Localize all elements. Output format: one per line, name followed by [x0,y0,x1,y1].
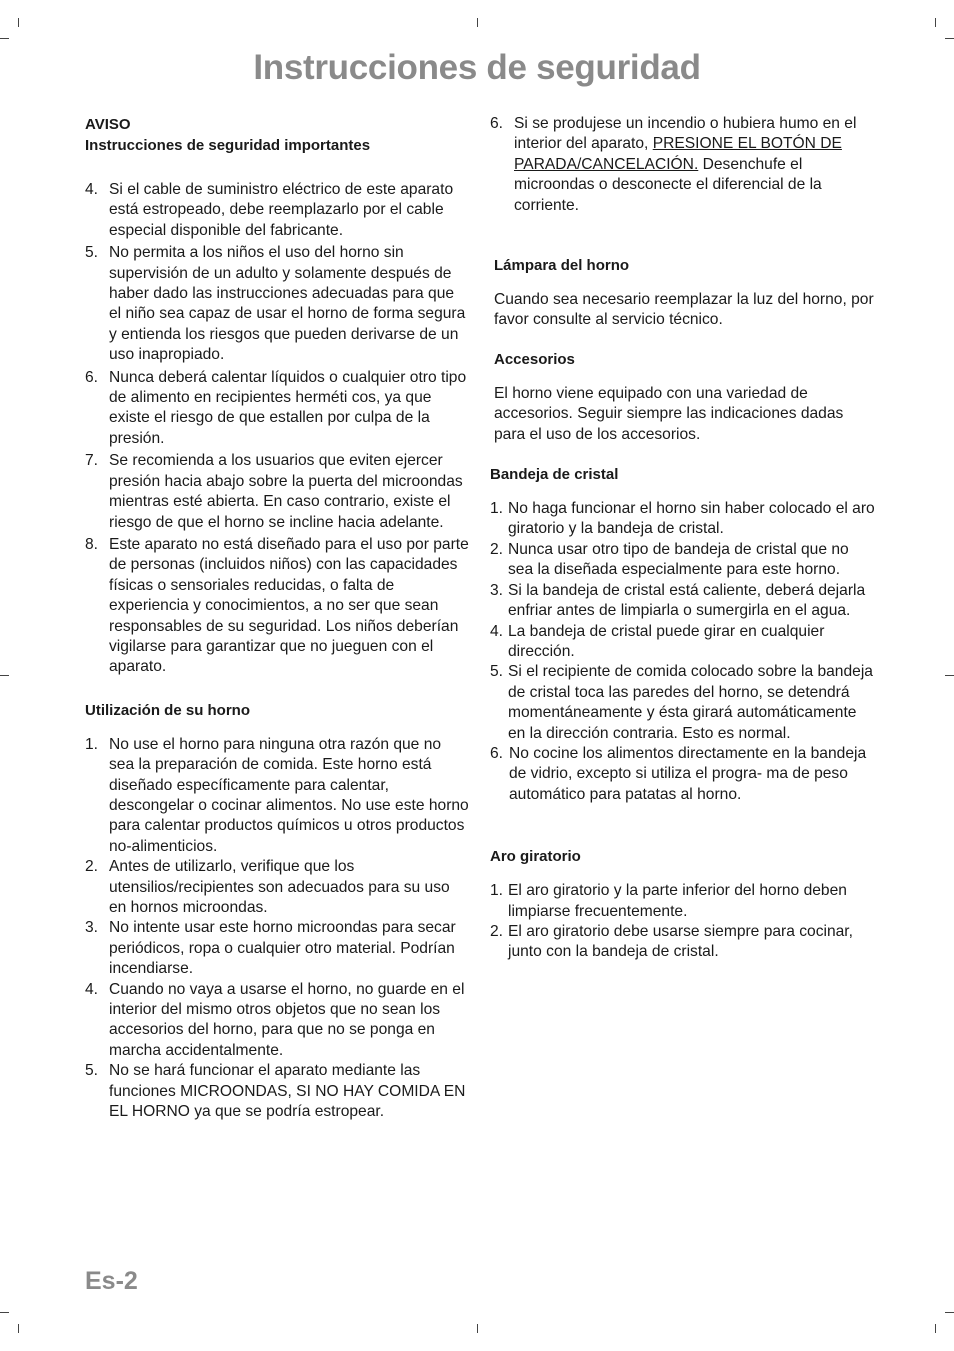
item-number: 6. [490,115,504,132]
item-text: Cuando no vaya a usarse el horno, no guarde en el interior del mismo otros objetos que no sean los accesorios del horno, para que no se ponga en marcha accidentalmente. [109,980,465,1059]
item-text: Antes de utilizarlo, verifique que los utensilios/recipientes son adecuados para su uso en hornos microondas. [109,858,450,916]
item-number: 1. [490,882,504,900]
list-item [85,918,470,979]
item-text: No intente usar este horno microondas para secar periódicos, ropa o cualquier otro material. Podrían incendiarse. [109,919,456,978]
accessories-heading: Accesorios [494,350,575,368]
item-number: 6. [85,368,99,386]
list-item [490,662,875,744]
item-text: Nunca deberá calentar líquidos o cualquier otro tipo de alimento en recipientes herméti cos, ya que existe el riesgo de que estallen por culpa de la presión. [109,368,467,447]
accessories-text: El horno viene equipado con una variedad de accesorios. Seguir siempre las indicaciones dadas para el uso de los accesorios. [494,384,844,443]
turntable-ring-list [490,881,875,963]
crop-mark [477,1324,478,1333]
item-text: La bandeja de cristal puede girar en cualquier dirección. [508,622,825,660]
item-text: El aro giratorio y la parte inferior del horno deben limpiarse frecuentemente. [508,882,847,920]
item-text: Se recomienda a los usuarios que eviten ejercer presión hacia abajo sobre la puerta del microondas mientras esté abierta. En caso contrario, existe el riesgo de que el horno se incline hacia adelante. [109,452,463,531]
important-instructions-heading: Instrucciones de seguridad importantes [85,137,371,154]
stop-cancel-instruction: PRESIONE EL BOTÓN DE PARADA/CANCELACIÓN. [514,135,842,173]
item-number: 1. [85,735,99,753]
crop-mark [945,1312,954,1313]
item-number: 2. [490,540,504,558]
list-item [490,114,875,216]
list-item [85,980,470,1062]
lamp-text: Cuando sea necesario reemplazar la luz del horno, por favor consulte al servicio técnico. [494,291,874,329]
item-number: 4. [490,622,504,640]
crop-mark [945,675,954,676]
list-item [490,922,875,963]
list-item [490,540,875,581]
crop-mark [935,18,936,27]
item-number: 2. [85,858,99,876]
item-text: El aro giratorio debe usarse siempre para cocinar, junto con la bandeja de cristal. [508,922,853,961]
item-number: 2. [490,922,504,940]
item-text: No se hará funcionar el aparato mediante las funciones MICROONDAS, SI NO HAY COMIDA EN EL HORNO ya que se podría estropear. [109,1062,466,1121]
list-item [490,581,875,622]
crop-mark [477,18,478,27]
list-item [85,451,470,533]
list-item [85,535,470,678]
item-number: 7. [85,452,99,470]
list-item [85,735,470,857]
list-item [490,499,875,540]
item-text: Desenchufe el microondas o desconecte el diferencial de la corriente. [514,155,822,214]
item-number: 3. [85,919,99,937]
crop-mark [18,1324,19,1333]
turntable-ring-heading: Aro giratorio [490,848,581,866]
list-item [85,368,470,450]
crop-mark [935,1324,936,1333]
list-item [85,180,470,241]
item-number: 3. [490,581,504,599]
item-text: Si se produjese un incendio o hubiera humo en el interior del aparato, [514,115,857,153]
list-item [85,243,470,365]
list-item [85,1061,470,1122]
safety-warnings-list [85,180,470,678]
page-number: Es-2 [85,1267,138,1295]
page-title: Instrucciones de seguridad [253,48,701,87]
lamp-heading: Lámpara del horno [494,257,630,275]
crop-mark [945,38,954,39]
list-item [490,744,875,805]
item-number: 1. [490,500,504,518]
crop-mark [18,18,19,27]
crop-mark [0,1312,9,1313]
item-text: No use el horno para ninguna otra razón que no sea la preparación de comida. Este horno está diseñado específicamente para calentar, descongelar o cocinar alimentos. No use este horno para calentar productos químicos u otros productos no-alimenticios. [109,735,469,855]
crop-mark [0,675,9,676]
glass-tray-heading: Bandeja de cristal [490,466,619,484]
item-text: No permita a los niños el uso del horno sin supervisión de un adulto y solamente después de haber dado las instrucciones adecuadas para que el niño sea capaz de usar el horno de forma segura y entienda los riesgos que pueden derivarse de un uso inapropiado. [109,244,466,364]
usage-list [85,735,470,1123]
item-text: No cocine los alimentos directamente en la bandeja de vidrio, excepto si utiliza el progra- ma de peso automático para patatas al horno. [509,744,867,803]
item-text: Este aparato no está diseñado para el uso por parte de personas (incluidos niños) con las capacidades físicas o sensoriales reducidas, o falta de experiencia y conocimientos, a no ser que sean responsables de su seguridad. Los niños deberían vigilarse para garantizar que no jueguen con el aparato. [109,535,469,676]
item-number: 6. [490,744,504,762]
item-text: Si el recipiente de comida colocado sobre la bandeja de cristal toca las paredes del horno, se detendrá momentáneamente y ésta girará automáticamente en la dirección contraria. Esto es normal. [508,663,873,742]
list-item [490,881,875,922]
item-text: Nunca usar otro tipo de bandeja de cristal que no sea la diseñada especialmente para este horno. [508,540,849,579]
item-number: 5. [85,244,99,262]
item-number: 5. [490,663,504,681]
item-text: Si el cable de suministro eléctrico de este aparato está estropeado, debe reemplazarlo por el cable especial disponible del fabricante. [109,181,454,239]
left-column [85,114,470,1122]
list-item [85,857,470,918]
item-text: Si la bandeja de cristal está caliente, deberá dejarla enfriar antes de limpiarla o sumergirla en el agua. [508,581,866,620]
usage-heading: Utilización de su horno [85,701,251,719]
fire-warning-list [490,114,875,216]
item-number: 5. [85,1062,99,1080]
item-number: 8. [85,535,99,553]
list-item [490,622,875,663]
crop-mark [0,38,9,39]
glass-tray-list [490,499,875,805]
item-number: 4. [85,181,99,198]
right-column [490,114,875,963]
item-text: No haga funcionar el horno sin haber colocado el aro giratorio y la bandeja de cristal. [508,500,875,538]
aviso-heading: AVISO [85,116,131,133]
item-number: 4. [85,980,99,998]
